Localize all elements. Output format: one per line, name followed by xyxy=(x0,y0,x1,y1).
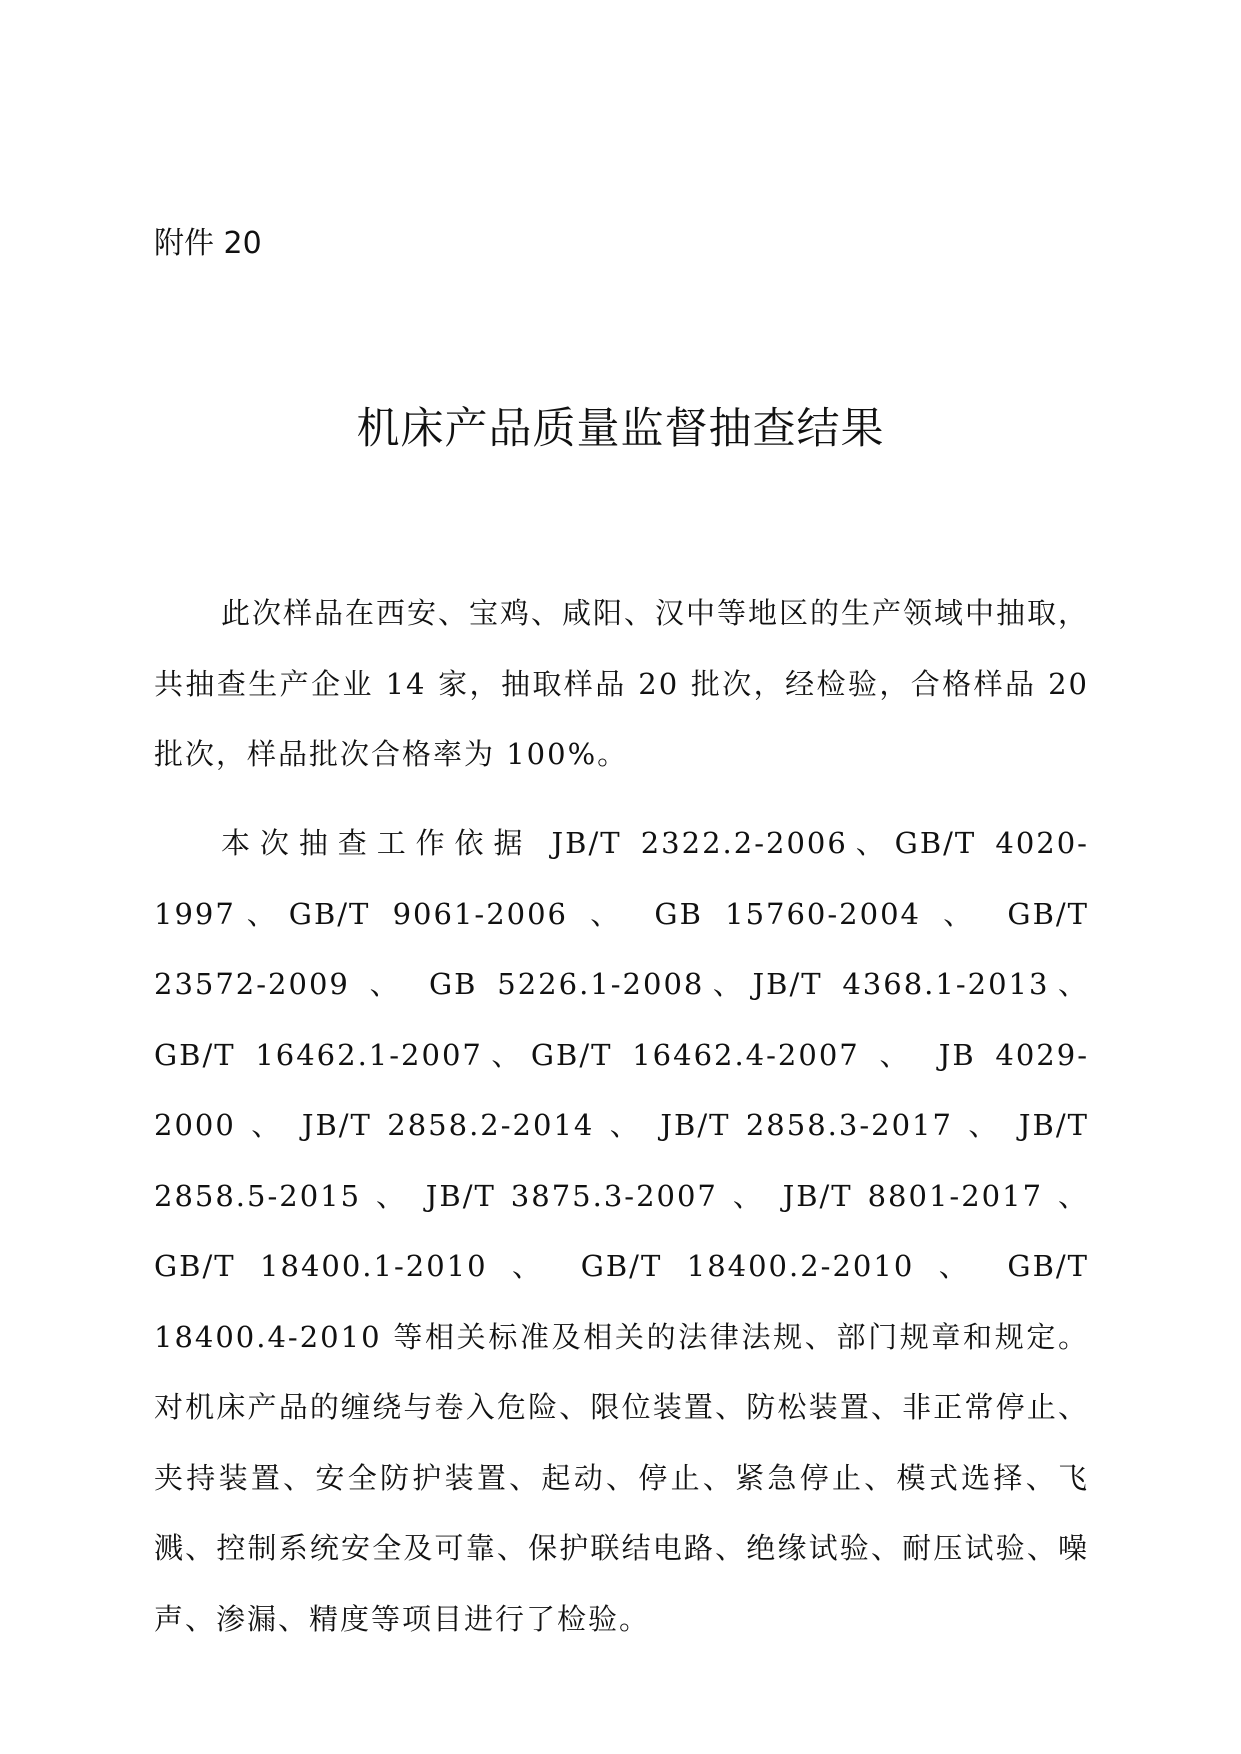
document-title: 机床产品质量监督抽查结果 xyxy=(356,404,885,454)
paragraph-inspection-basis: 本次抽查工作依据 JB/T 2322.2-2006、GB/T 4020-1997、GB/T 9061-2006 、 GB 15760-2004 、 GB/T 23572-2009 、 GB 5226.1-2008、JB/T 4368.1-2013、GB/T 16462.1-2007、GB/T 16462.4-2007 、 JB 4029-2000 、 JB/T 2858.2-2014 、 JB/T 2858.3-2017 、 JB/T 2858.5-2015 、 JB/T 3875.3-2007 、 JB/T 8801-2017 、 GB/T 18400.1-2010 、 GB/T 18400.2-2010 、 GB/T 18400.4-2010 等相关标准及相关的法律法规、部门规章和规定。对机床产品的缠绕与卷入危险、限位装置、防松装置、非正常停止、夹持装置、安全防护装置、起动、停止、紧急停止、模式选择、飞溅、控制系统安全及可靠、保护联结电路、绝缘试验、耐压试验、噪声、渗漏、精度等项目进行了检验。 xyxy=(154,826,1089,1636)
paragraph-sampling-summary: 此次样品在西安、宝鸡、咸阳、汉中等地区的生产领域中抽取，共抽查生产企业 14 家，抽取样品 20 批次，经检验，合格样品 20 批次，样品批次合格率为 100%。 xyxy=(154,596,1090,771)
attachment-label: 附件 20 xyxy=(154,226,262,261)
